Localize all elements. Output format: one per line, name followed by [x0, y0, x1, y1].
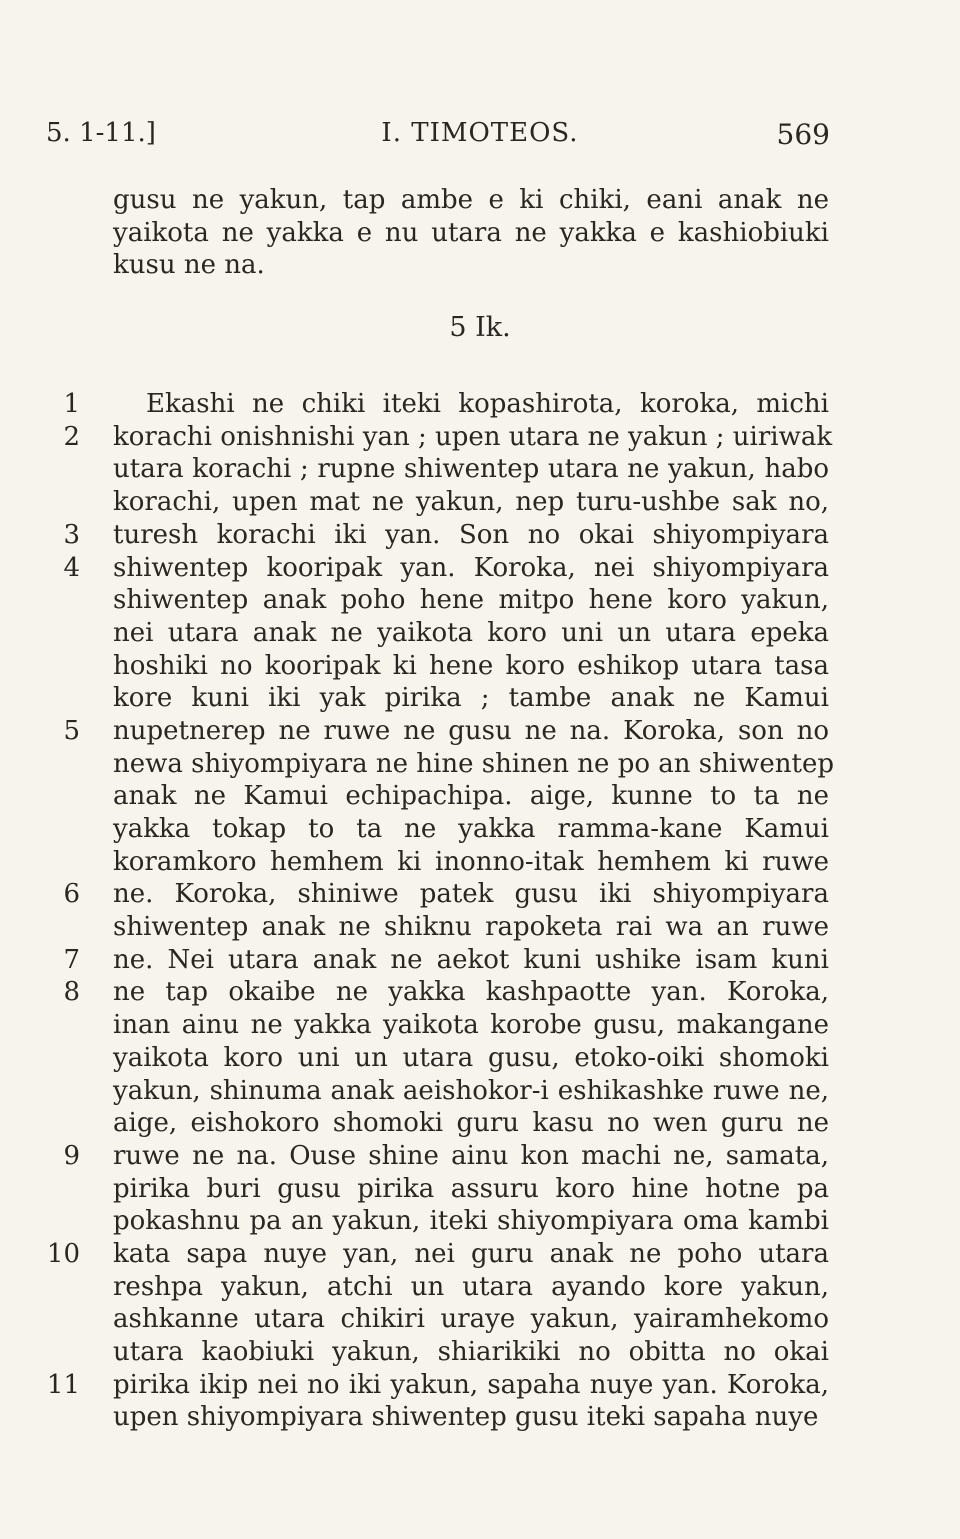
- text-line: [0, 813, 960, 846]
- text-line: [0, 249, 960, 282]
- text-line: [0, 780, 960, 813]
- line-text: gusu ne yakun, tap ambe e ki chiki, eani anak ne: [113, 185, 829, 215]
- line-text: kusu ne na.: [113, 250, 265, 281]
- verse-number: 6: [63, 879, 80, 910]
- text-line: [0, 1009, 960, 1042]
- line-text: ne. Nei utara anak ne aekot kuni ushike isam kuni: [113, 944, 829, 975]
- line-text: kata sapa nuye yan, nei guru anak ne poho utara: [113, 1238, 829, 1269]
- verse-number: 10: [46, 1238, 80, 1269]
- line-text: nei utara anak ne yaikota koro uni un utara epeka: [113, 617, 829, 648]
- line-text: newa shiyompiyara ne hine shinen ne po an shiwentep: [113, 748, 835, 779]
- text-line: [0, 878, 960, 911]
- text-line: [0, 388, 960, 421]
- line-text: turesh korachi iki yan. Son no okai shiyompiyara: [113, 519, 829, 550]
- line-text: korachi onishnishi yan ; upen utara ne yakun ; uiriwak: [113, 421, 833, 452]
- text-line: [0, 1107, 960, 1140]
- verse-number: 7: [63, 944, 80, 975]
- text-line: [0, 1238, 960, 1271]
- text-line: [0, 650, 960, 683]
- line-text: ruwe ne na. Ouse shine ainu kon machi ne, samata,: [113, 1140, 829, 1171]
- line-text: nupetnerep ne ruwe ne gusu ne na. Koroka, son no: [113, 715, 829, 746]
- text-line: [0, 552, 960, 585]
- text-line: [0, 1173, 960, 1206]
- text-line: [0, 1369, 960, 1402]
- line-text: pirika buri gusu pirika assuru koro hine hotne pa: [113, 1173, 829, 1204]
- line-text: ne. Koroka, shiniwe patek gusu iki shiyompiyara: [113, 879, 829, 910]
- verse-number: 11: [46, 1369, 80, 1400]
- line-text: anak ne Kamui echipachipa. aige, kunne to ta ne: [113, 781, 829, 812]
- line-text: pokashnu pa an yakun, iteki shiyompiyara oma kambi: [113, 1206, 829, 1237]
- line-text: kore kuni iki yak pirika ; tambe anak ne Kamui: [113, 683, 829, 714]
- line-text: reshpa yakun, atchi un utara ayando kore yakun,: [113, 1271, 829, 1302]
- line-text: shiwentep anak ne shiknu rapoketa rai wa an ruwe: [113, 912, 829, 943]
- chapter-heading: 5 Ik.: [449, 312, 511, 344]
- text-line: [0, 1075, 960, 1108]
- line-text: yaikota koro uni un utara gusu, etoko-oiki shomoki: [113, 1042, 829, 1073]
- text-line: [0, 584, 960, 617]
- text-line: [0, 1401, 960, 1434]
- text-line: [0, 453, 960, 486]
- text-line: [0, 519, 960, 552]
- text-line: [0, 184, 960, 217]
- line-text: pirika ikip nei no iki yakun, sapaha nuye yan. Koroka,: [113, 1369, 829, 1400]
- text-line: [0, 1205, 960, 1238]
- page-number: 569: [776, 118, 830, 151]
- text-line: [0, 1336, 960, 1369]
- chapter-verse-range: 5. 1-11.]: [46, 118, 156, 148]
- text-line: [0, 1140, 960, 1173]
- verse-number: 1: [63, 389, 80, 420]
- text-line: [0, 748, 960, 781]
- line-text: hoshiki no kooripak ki hene koro eshikop utara tasa: [113, 650, 829, 681]
- line-text: yaikota ne yakka e nu utara ne yakka e kashiobiuki: [113, 217, 829, 248]
- line-text: koramkoro hemhem ki inonno-itak hemhem ki ruwe: [113, 846, 829, 877]
- book-title: I. TIMOTEOS.: [381, 118, 579, 148]
- line-text: aige, eishokoro shomoki guru kasu no wen guru ne: [113, 1108, 829, 1139]
- line-text: korachi, upen mat ne yakun, nep turu-ushbe sak no,: [113, 487, 829, 518]
- verse-number: 2: [63, 421, 80, 452]
- text-line: [0, 1271, 960, 1304]
- text-line: [0, 682, 960, 715]
- line-text: shiwentep kooripak yan. Koroka, nei shiyompiyara: [113, 552, 829, 583]
- text-line: [0, 976, 960, 1009]
- verse-number: 3: [63, 519, 80, 550]
- line-text: ashkanne utara chikiri uraye yakun, yairamhekomo: [113, 1304, 829, 1335]
- verse-number: 5: [63, 715, 80, 746]
- verse-number: 4: [63, 552, 80, 583]
- line-text: yakka tokap to ta ne yakka ramma-kane Kamui: [113, 814, 829, 844]
- verse-number: 8: [63, 977, 80, 1008]
- line-text: yakun, shinuma anak aeishokor-i eshikashke ruwe ne,: [113, 1075, 829, 1106]
- text-line: [0, 911, 960, 944]
- line-text: inan ainu ne yakka yaikota korobe gusu, makangane: [113, 1010, 829, 1041]
- verse-lines: [0, 388, 960, 1434]
- text-line: [0, 1042, 960, 1075]
- text-line: [0, 617, 960, 650]
- heading-spacer: [0, 352, 960, 388]
- text-line: [0, 421, 960, 454]
- verse-number: 9: [63, 1140, 80, 1171]
- text-line: [0, 944, 960, 977]
- page-body: [0, 184, 960, 1434]
- line-text: utara korachi ; rupne shiwentep utara ne yakun, habo: [113, 454, 829, 485]
- line-text: upen shiyompiyara shiwentep gusu iteki sapaha nuye: [113, 1402, 819, 1433]
- text-line: [0, 217, 960, 250]
- text-line: [0, 715, 960, 748]
- line-text: ne tap okaibe ne yakka kashpaotte yan. Koroka,: [113, 977, 829, 1008]
- text-line: [0, 846, 960, 879]
- line-text: Ekashi ne chiki iteki kopashirota, koroka, michi: [146, 389, 829, 420]
- text-line: [0, 1303, 960, 1336]
- text-line: [0, 486, 960, 519]
- running-header: [0, 118, 960, 158]
- line-text: shiwentep anak poho hene mitpo hene koro yakun,: [113, 585, 829, 616]
- line-text: utara kaobiuki yakun, shiarikiki no obitta no okai: [113, 1337, 829, 1367]
